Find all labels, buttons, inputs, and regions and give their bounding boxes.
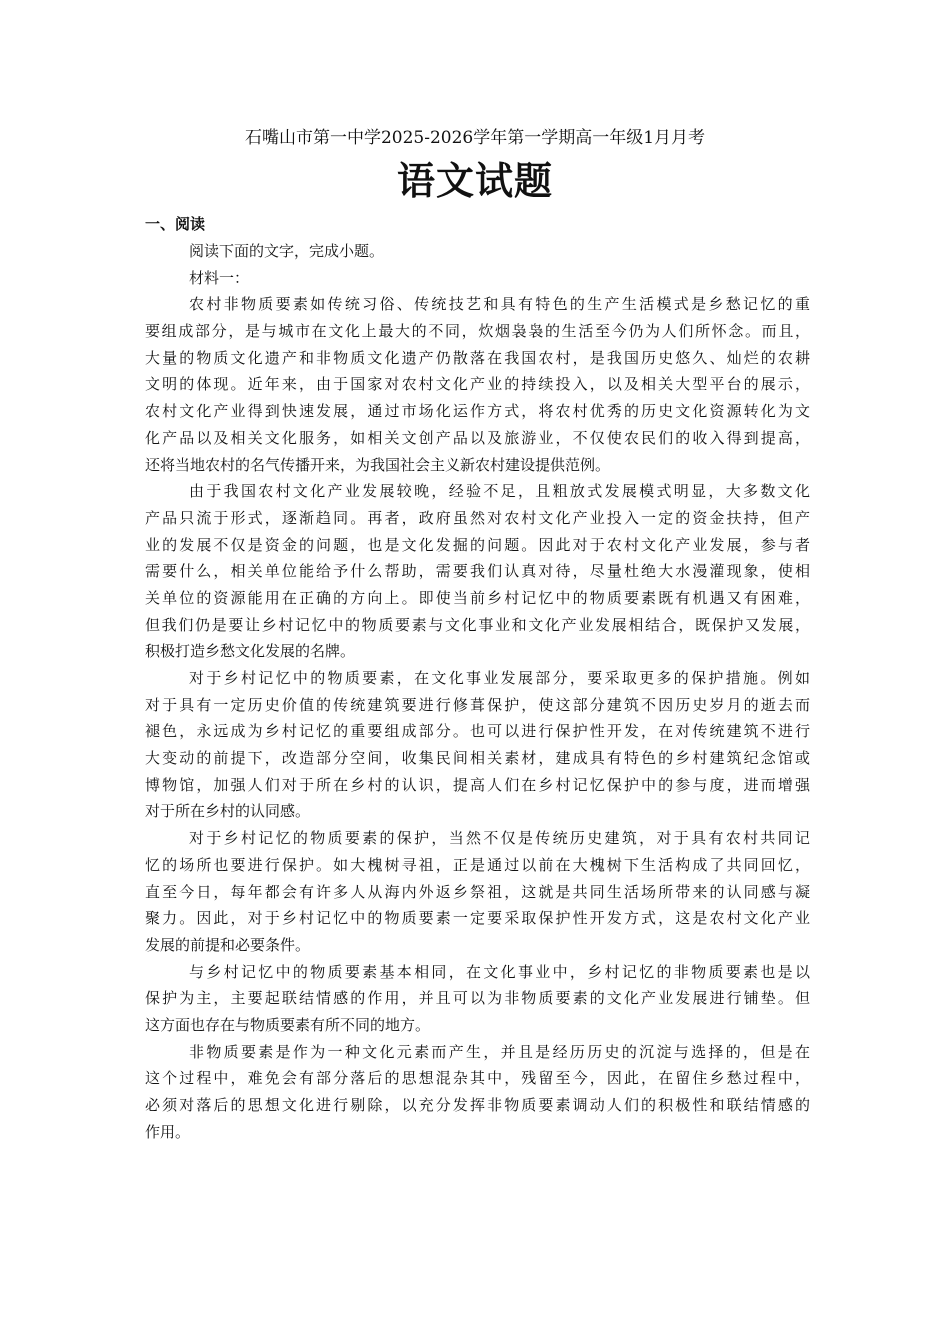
paragraph-line: 保护为主，主要起联结情感的作用，并且可以为非物质要素的文化产业发展进行铺垫。但	[145, 989, 810, 1008]
paragraph-line: 对于具有一定历史价值的传统建筑要进行修葺保护，使这部分建筑不因历史岁月的逝去而	[145, 695, 810, 714]
paragraph-line: 农村文化产业得到快速发展，通过市场化运作方式，将农村优秀的历史文化资源转化为文	[145, 402, 810, 421]
paragraph-line: 由于我国农村文化产业发展较晚，经验不足，且粗放式发展模式明显，大多数文化	[189, 482, 810, 501]
paragraph-line: 对于乡村记忆中的物质要素，在文化事业发展部分，要采取更多的保护措施。例如	[189, 669, 810, 687]
paragraph-line: 农村非物质要素如传统习俗、传统技艺和具有特色的生产生活模式是乡愁记忆的重	[189, 295, 810, 314]
paragraph-line: 业的发展不仅是资金的问题，也是文化发掘的问题。因此对于农村文化产业发展，参与者	[145, 535, 810, 554]
paragraph-line: 发展的前提和必要条件。	[145, 935, 311, 954]
paragraph-line: 聚力。因此，对于乡村记忆中的物质要素一定要采取保护性开发方式，这是农村文化产业	[145, 909, 810, 928]
exam-title: 语文试题	[396, 159, 553, 203]
paragraph-line: 与乡村记忆中的物质要素基本相同，在文化事业中，乡村记忆的非物质要素也是以	[189, 962, 810, 981]
paragraph-line: 但我们仍是要让乡村记忆中的物质要素与文化事业和文化产业发展相结合，既保护又发展，	[145, 615, 810, 634]
paragraph-line: 文明的体现。近年来，由于国家对农村文化产业的持续投入，以及相关大型平台的展示，	[145, 375, 810, 394]
section-heading: 一、阅读	[145, 215, 206, 233]
paragraph-line: 博物馆，加强人们对于所在乡村的认识，提高人们在乡村记忆保护中的参与度，进而增强	[145, 775, 810, 794]
reading-passage	[145, 238, 810, 1145]
paragraph-line: 这个过程中，难免会有部分落后的思想混杂其中，残留至今，因此，在留住乡愁过程中，	[145, 1069, 810, 1088]
paragraph-line: 积极打造乡愁文化发展的名牌。	[145, 642, 356, 661]
paragraph-line: 需要什么，相关单位能给予什么帮助，需要我们认真对待，尽量杜绝大水漫灌现象，使相	[145, 562, 810, 581]
paragraph-line: 关单位的资源能用在正确的方向上。即使当前乡村记忆中的物质要素既有机遇又有困难，	[145, 588, 810, 607]
paragraph-line: 要组成部分，是与城市在文化上最大的不同，炊烟袅袅的生活至今仍为人们所怀念。而且，	[145, 322, 810, 341]
paragraph-line: 直至今日，每年都会有许多人从海内外返乡祭祖，这就是共同生活场所带来的认同感与凝	[145, 882, 810, 901]
paragraph-line: 产品只流于形式，逐渐趋同。再者，政府虽然对农村文化产业投入一定的资金扶持，但产	[145, 508, 810, 527]
material-label: 材料一：	[189, 268, 250, 287]
paragraph-line: 还将当地农村的名气传播开来，为我国社会主义新农村建设提供范例。	[145, 455, 611, 474]
paragraph-line: 化产品以及相关文化服务，如相关文创产品以及旅游业，不仅使农民们的收入得到提高，	[145, 428, 810, 447]
exam-subtitle: 石嘴山市第一中学2025-2026学年第一学期高一年级1月月考	[244, 128, 706, 148]
paragraph-line: 忆的场所也要进行保护。如大槐树寻祖，正是通过以前在大槐树下生活构成了共同回忆，	[145, 855, 810, 874]
paragraph-line: 大量的物质文化遗产和非物质文化遗产仍散落在我国农村，是我国历史悠久、灿烂的农耕	[145, 348, 810, 367]
paragraph-line: 褪色，永远成为乡村记忆的重要组成部分。也可以进行保护性开发，在对传统建筑不进行	[145, 722, 810, 741]
paragraph-line: 非物质要素是作为一种文化元素而产生，并且是经历历史的沉淀与选择的，但是在	[189, 1042, 810, 1061]
instruction-line: 阅读下面的文字，完成小题。	[189, 242, 385, 260]
paragraph-line: 必须对落后的思想文化进行剔除，以充分发挥非物质要素调动人们的积极性和联结情感的	[145, 1096, 810, 1114]
paragraph-line: 作用。	[145, 1122, 191, 1141]
paragraph-line: 对于所在乡村的认同感。	[145, 802, 311, 821]
paragraph-line: 对于乡村记忆的物质要素的保护，当然不仅是传统历史建筑，对于具有农村共同记	[189, 829, 810, 848]
paragraph-line: 大变动的前提下，改造部分空间，收集民间相关素材，建成具有特色的乡村建筑纪念馆或	[145, 749, 810, 768]
paragraph-line: 这方面也存在与物质要素有所不同的地方。	[145, 1015, 431, 1034]
